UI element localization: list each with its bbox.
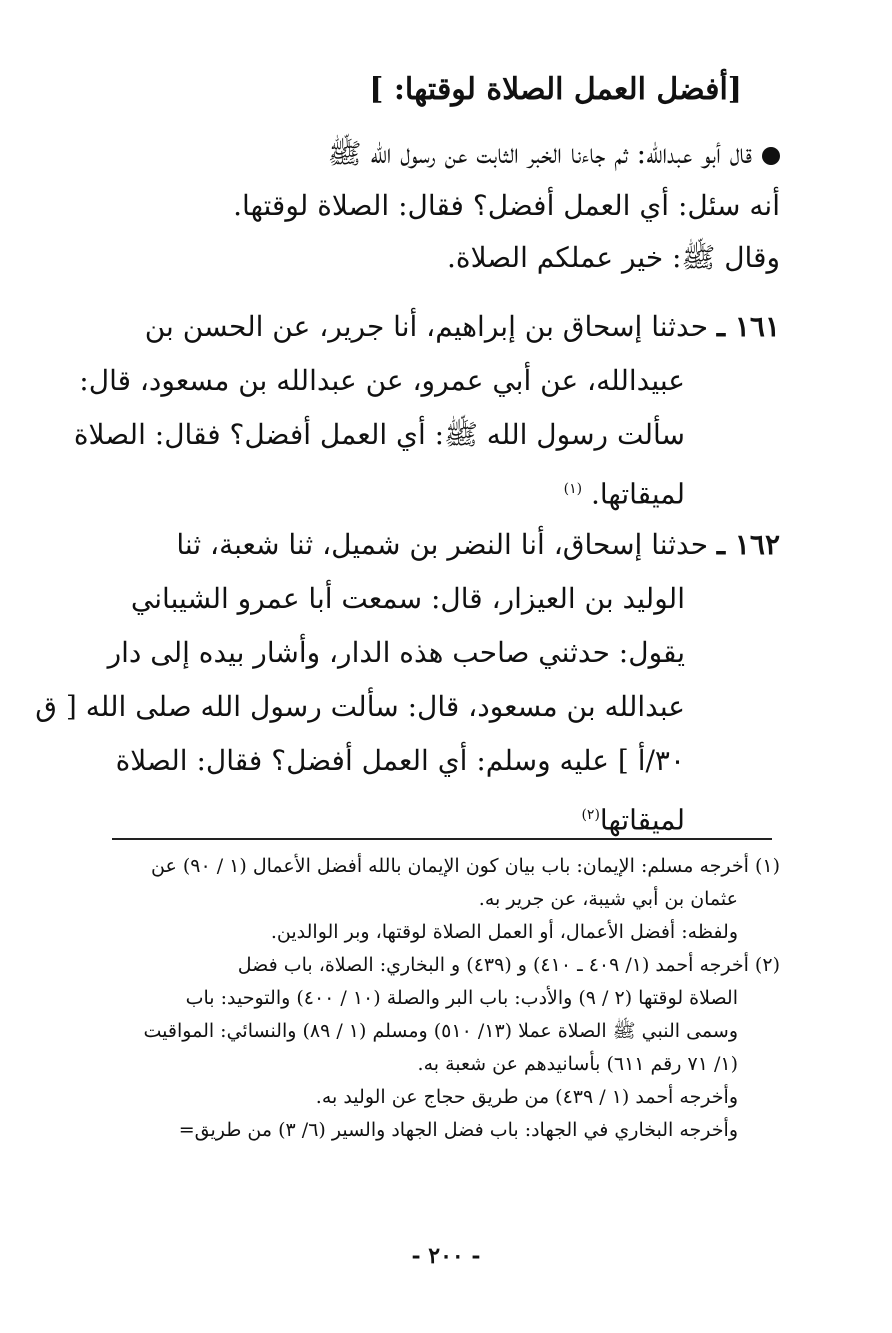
hadith-162-line-1 — [110, 518, 780, 572]
intro-paragraph — [110, 128, 780, 284]
footnote-2-line-3: وسمى النبي ﷺ الصلاة عملا (١٣/ ٥١٠) ومسلم (١ / ٨٩) والنسائي: المواقيت — [143, 1020, 738, 1042]
hadith-162-line-6-text: لميقاتها — [599, 803, 685, 837]
hadith-162-line-2: الوليد بن العيزار، قال: سمعت أبا عمرو الشيباني — [130, 582, 685, 615]
hadith-162-line-3: يقول: حدثني صاحب هذه الدار، وأشار بيده إلى دار — [107, 636, 685, 669]
section-heading: [أفضل العمل الصلاة لوقتها: ] — [369, 72, 742, 107]
footnote-2-line-4: (١/ ٧١ رقم ٦١١) بأسانيدهم عن شعبة به. — [417, 1053, 738, 1075]
footnote-1-line-1: (١) أخرجه مسلم: الإيمان: باب بيان كون الإيمان بالله أفضل الأعمال (١ / ٩٠) عن — [151, 855, 780, 877]
footnote-2-line-1: (٢) أخرجه أحمد (١/ ٤٠٩ ـ ٤١٠) و (٤٣٩) و البخاري: الصلاة، باب فضل — [237, 954, 780, 976]
hadith-162-line-1-text: حدثنا إسحاق، أنا النضر بن شميل، ثنا شعبة، ثنا — [176, 528, 709, 561]
intro-line-1-text: قال أبو عبدالله: ثم جاءنا الخبر الثابت عن رسول الله ﷺ — [327, 137, 752, 170]
hadith-162 — [35, 518, 780, 847]
footnotes — [110, 850, 780, 1147]
hadith-161-line-1 — [110, 300, 780, 354]
hadith-161-line-4 — [110, 462, 780, 521]
bullet-icon — [762, 147, 780, 165]
hadith-162-number: ١٦٢ ـ — [716, 528, 780, 561]
footnote-ref-2[interactable]: (٢) — [581, 807, 600, 823]
hadith-161-line-2: عبيدالله، عن أبي عمرو، عن عبدالله بن مسعود، قال: — [79, 364, 685, 397]
hadith-161-line-4-text: لميقاتها. — [591, 477, 685, 511]
footnote-1-line-2: عثمان بن أبي شيبة، عن جرير به. — [478, 888, 738, 910]
intro-line-3: وقال ﷺ: خير عملكم الصلاة. — [447, 241, 780, 274]
intro-line-1 — [110, 128, 780, 180]
footnote-divider — [112, 838, 772, 840]
page-number: - ٢٠٠ - — [411, 1243, 481, 1269]
footnote-1-line-3: ولفظه: أفضل الأعمال، أو العمل الصلاة لوقتها، وبر الوالدين. — [270, 921, 738, 943]
footnote-ref-1[interactable]: (١) — [563, 481, 583, 497]
footnote-2-line-2: الصلاة لوقتها (٢ / ٩) والأدب: باب البر والصلة (١٠ / ٤٠٠) والتوحيد: باب — [185, 987, 738, 1009]
intro-line-2: أنه سئل: أي العمل أفضل؟ فقال: الصلاة لوقتها. — [233, 189, 780, 222]
hadith-161-line-1-text: حدثنا إسحاق بن إبراهيم، أنا جرير، عن الحسن بن — [144, 310, 709, 343]
hadith-161-number: ١٦١ ـ — [716, 310, 780, 343]
hadith-161-line-3: سألت رسول الله ﷺ: أي العمل أفضل؟ فقال: الصلاة — [73, 418, 685, 451]
hadith-161 — [73, 300, 780, 521]
hadith-162-line-4: عبدالله بن مسعود، قال: سألت رسول الله صلى الله [ ق — [35, 690, 685, 723]
footnote-2-line-6: وأخرجه البخاري في الجهاد: باب فضل الجهاد والسير (٦/ ٣) من طريق= — [178, 1119, 738, 1141]
footnote-2-line-5: وأخرجه أحمد (١ / ٤٣٩) من طريق حجاج عن الوليد به. — [315, 1086, 738, 1108]
hadith-162-line-5: ٣٠/أ ] عليه وسلم: أي العمل أفضل؟ فقال: الصلاة — [115, 744, 685, 777]
